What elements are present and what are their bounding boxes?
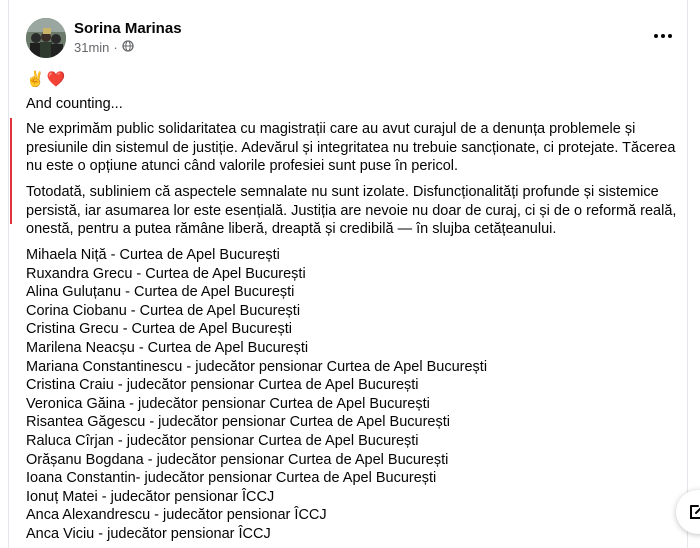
quote-paragraph-1: Ne exprimăm public solidaritatea cu magistrații care au avut curajul de a denunța problemele și presiunile din sistemul de justiție. Adevărul și integritatea nu trebuie sancționate, ci protejate. Tăcerea nu este o opțiune atunci când valorile profesiei sunt puse în pericol.	[26, 121, 676, 174]
globe-icon[interactable]	[122, 40, 134, 55]
list-item: Cristina Craiu - judecător pensionar Curtea de Apel București	[26, 377, 419, 394]
list-item: Mihaela Niță - Curtea de Apel București	[26, 247, 280, 263]
list-item: Veronica Găina - judecător pensionar Curtea de Apel București	[26, 395, 430, 412]
list-item: Ionuț Matei - judecător pensionar ÎCCJ	[26, 488, 275, 505]
signatories-list	[26, 246, 487, 544]
meta-separator: ·	[113, 40, 118, 55]
list-item: Corina Ciobanu - Curtea de Apel București	[26, 302, 301, 319]
compose-icon	[688, 503, 700, 521]
list-item: Cristina Grecu - Curtea de Apel București	[26, 321, 292, 338]
dot-icon	[668, 34, 672, 38]
post-intro: And counting...	[26, 96, 123, 112]
list-item: Ruxandra Grecu - Curtea de Apel București	[26, 265, 306, 282]
avatar-photo	[26, 18, 66, 58]
list-item: Alina Guluțanu - Curtea de Apel București	[26, 284, 295, 301]
more-options-button[interactable]	[648, 26, 678, 46]
list-item: Orășanu Bogdana - judecător pensionar Curtea de Apel București	[26, 451, 449, 468]
emoji-line	[26, 70, 65, 88]
post-meta	[74, 40, 134, 55]
quote-bar	[10, 118, 12, 224]
author-name[interactable]: Sorina Marinas	[74, 20, 182, 37]
list-item: Ioana Constantin- judecător pensionar Curtea de Apel București	[26, 470, 437, 487]
victory-hand-emoji: ✌️	[26, 71, 45, 88]
list-item: Anca Alexandrescu - judecător pensionar ÎCCJ	[26, 507, 327, 524]
list-item: Risantea Găgescu - judecător pensionar Curtea de Apel București	[26, 414, 450, 431]
list-item: Raluca Cîrjan - judecător pensionar Curtea de Apel București	[26, 432, 419, 449]
list-item: Anca Viciu - judecător pensionar ÎCCJ	[26, 525, 271, 542]
list-item: Mariana Constantinescu - judecător pensionar Curtea de Apel București	[26, 358, 488, 375]
list-item: Marilena Neacșu - Curtea de Apel București	[26, 339, 309, 356]
avatar[interactable]	[26, 18, 66, 58]
post-time[interactable]: 31min	[74, 40, 110, 55]
red-heart-emoji: ❤️	[46, 71, 66, 88]
dot-icon	[661, 34, 665, 38]
quote-paragraph-2: Totodată, subliniem că aspectele semnalate nu sunt izolate. Disfuncționalități profunde și sistemice persistă, iar asumarea lor este esențială. Justiția are nevoie nu doar de curaj, ci și de o reformă reală, onestă, pentru a putea rămâne liberă, dreaptă și credibilă — în slujba cetățeanului.	[26, 184, 677, 237]
dot-icon	[654, 34, 658, 38]
